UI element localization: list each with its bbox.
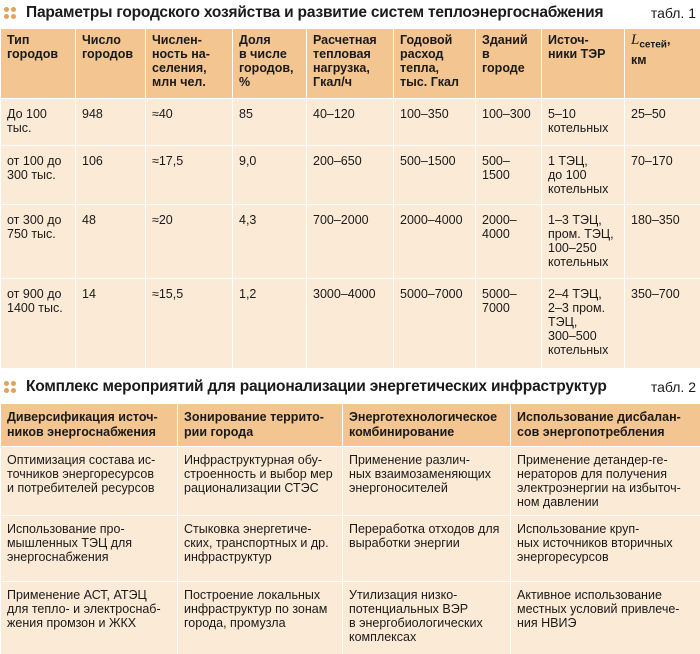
table2-cell: Применение детандер-ге- нераторов для получения электроэнергии на избыточ- ном давлении [511,447,700,516]
table1-cell: 2000–4000 [476,205,542,279]
table1-cell: 40–120 [307,99,394,146]
table2-title-bar [0,374,700,400]
table1-header-cell: Расчетная тепловая нагрузка, Гкал/ч [307,29,394,99]
table1-header-cell-network-length [625,29,700,99]
table1-cell: 2–4 ТЭЦ, 2–3 пром. ТЭЦ, 300–500 котельных [542,279,625,369]
table1-header-cell: Годовой расход тепла, тыс. Гкал [394,29,476,99]
table1-cell: 700–2000 [307,205,394,279]
table1-cell: 1 ТЭЦ, до 100 котельных [542,146,625,205]
table2 [0,403,700,654]
table1-cell: 106 [76,146,146,205]
table2-header-cell: Энерготехнологическое комбинирование [343,404,511,447]
table1-cell: от 900 до 1400 тыс. [1,279,76,369]
table-row [1,279,700,369]
table1-cell: 1,2 [233,279,307,369]
table2-header-row [1,404,700,447]
table2-title: Комплекс мероприятий для рационализации энергетических инфраструктур [26,378,607,395]
table2-cell: Оптимизация состава ис- точников энергоресурсов и потребителей ресурсов [1,447,178,516]
table1-cell: ≈40 [146,99,233,146]
table2-cell: Переработка отходов для выработки энергии [343,516,511,582]
table1-header-row [1,29,700,99]
table1-header-cell: Числен- ность на- селения, млн чел. [146,29,233,99]
table1-cell: от 300 до 750 тыс. [1,205,76,279]
table1-cell: 3000–4000 [307,279,394,369]
table-row [1,205,700,279]
table1-cell: 350–700 [625,279,700,369]
table1-cell: 100–300 [476,99,542,146]
table2-header-cell: Зонирование террито- рии города [178,404,343,447]
table2-cell: Активное использование местных условий привлече- ния НВИЭ [511,582,700,654]
table-row [1,582,700,654]
table2-cell: Стыковка энергетиче- ских, транспортных и др. инфраструктур [178,516,343,582]
table1-cell: 14 [76,279,146,369]
table1-cell: ≈17,5 [146,146,233,205]
bullet-dots-icon [4,7,16,19]
table1-cell: 500–1500 [476,146,542,205]
table1-cell: 9,0 [233,146,307,205]
table1-header-cell: Тип городов [1,29,76,99]
table-row [1,146,700,205]
table2-header-cell: Использование дисбалан- сов энергопотребления [511,404,700,447]
table1-cell: 85 [233,99,307,146]
table1-cell: 5000–7000 [476,279,542,369]
table1-cell: 2000–4000 [394,205,476,279]
table1-label: табл. 1 [650,5,696,21]
network-length-symbol: L [631,32,640,48]
table1-cell: 200–650 [307,146,394,205]
table2-header-cell: Диверсификация источ- ников энергоснабжения [1,404,178,447]
table-row [1,99,700,146]
network-length-unit: , км [631,33,671,67]
table1-cell: 5000–7000 [394,279,476,369]
table1-cell: 4,3 [233,205,307,279]
table1-title-bar [0,0,700,26]
table2-label: табл. 2 [650,379,696,395]
table2-cell: Инфраструктурная обу- строенность и выбор мер рационализации СТЭС [178,447,343,516]
table1-cell: 1–3 ТЭЦ, пром. ТЭЦ, 100–250 котельных [542,205,625,279]
table1-cell: До 100 тыс. [1,99,76,146]
table1-cell: 25–50 [625,99,700,146]
table1-header-cell: Источ- ники ТЭР [542,29,625,99]
table2-cell: Применение АСТ, АТЭЦ для тепло- и электроснаб- жения промзон и ЖКХ [1,582,178,654]
table2-cell: Применение различ- ных взаимозаменяющих энергоносителей [343,447,511,516]
table1-header-cell: Число городов [76,29,146,99]
table1-cell: ≈15,5 [146,279,233,369]
table-row [1,516,700,582]
table1-cell: 180–350 [625,205,700,279]
table2-cell: Использование про- мышленных ТЭЦ для энергоснабжения [1,516,178,582]
network-length-subscript: сетей [639,39,667,51]
table1-cell: от 100 до 300 тыс. [1,146,76,205]
table1-cell: 100–350 [394,99,476,146]
table1 [0,28,700,369]
table1-cell: 70–170 [625,146,700,205]
table1-header-cell: Доля в числе городов, % [233,29,307,99]
table2-cell: Использование круп- ных источников вторичных энергоресурсов [511,516,700,582]
table-row [1,447,700,516]
table1-cell: 48 [76,205,146,279]
table1-cell: 5–10 котельных [542,99,625,146]
table1-cell: ≈20 [146,205,233,279]
table1-header-cell: Зданий в городе [476,29,542,99]
table1-cell: 948 [76,99,146,146]
table2-cell: Утилизация низко- потенциальных ВЭР в энергобиологических комплексах [343,582,511,654]
table2-cell: Построение локальных инфраструктур по зонам города, промузла [178,582,343,654]
table1-title: Параметры городского хозяйства и развитие систем теплоэнергоснабжения [26,4,604,21]
table1-cell: 500–1500 [394,146,476,205]
bullet-dots-icon [4,381,16,393]
